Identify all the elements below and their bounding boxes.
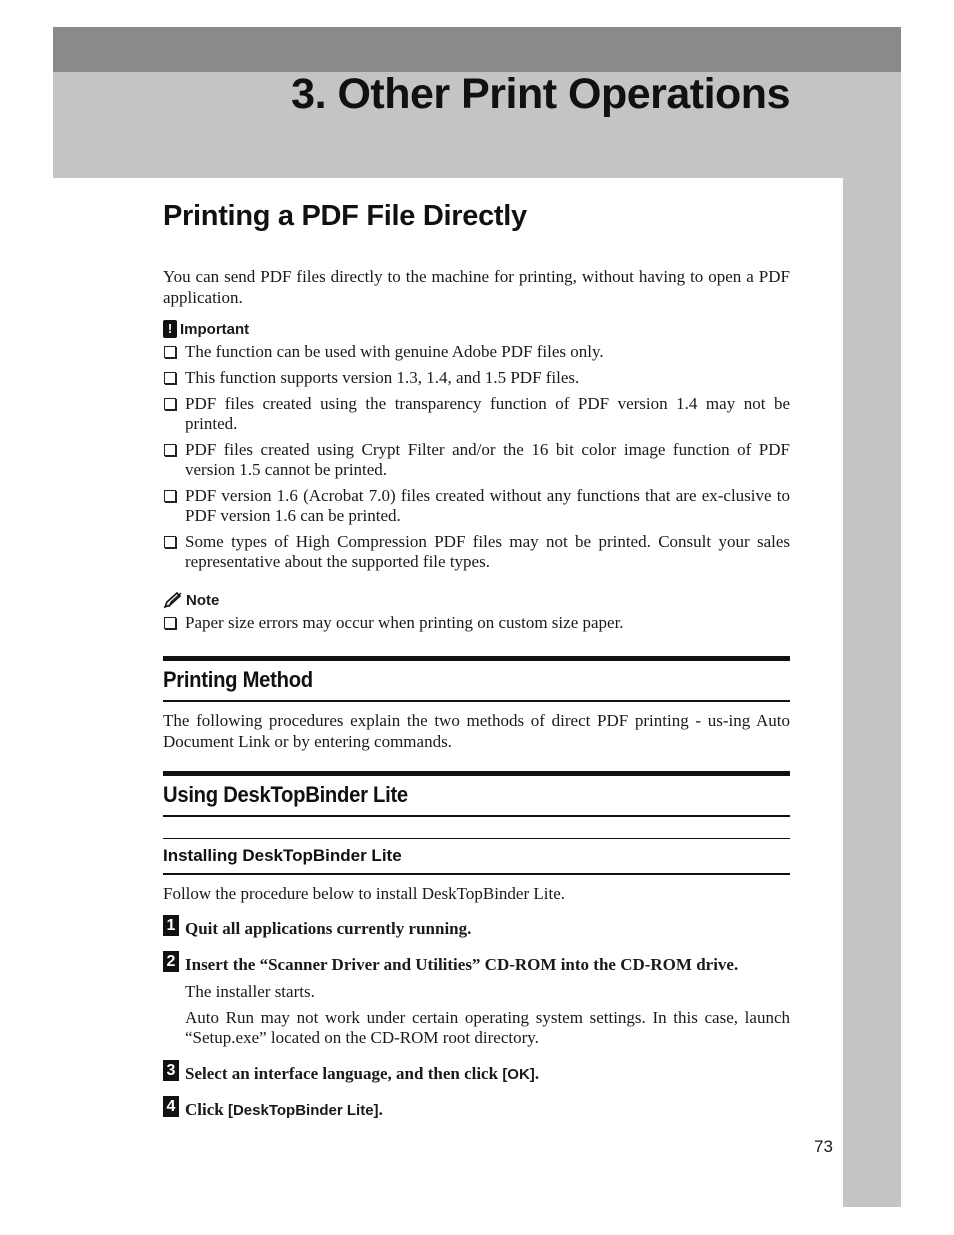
step-number-3: 3: [163, 1060, 179, 1081]
section-intro-wrap: [163, 266, 790, 308]
step-sub-text: The installer starts.: [185, 982, 315, 1001]
pencil-note-icon: [163, 591, 183, 609]
note-label-row: [163, 591, 790, 609]
section-rule-bottom: [163, 700, 790, 702]
subsection-rule-top: [163, 771, 790, 776]
step-number-2: 2: [163, 951, 179, 972]
printing-method-heading-wrap: [163, 667, 790, 693]
step-text: Insert the “Scanner Driver and Utilities” CD-ROM into the CD-ROM drive.: [185, 955, 739, 974]
note-block: [163, 591, 790, 639]
step-text: Select an interface language, and then click [OK].: [185, 1064, 540, 1083]
step-number-1: 1: [163, 915, 179, 936]
printing-method-text-wrap: [163, 710, 790, 752]
page-side-tab: [843, 178, 901, 1207]
important-icon: !: [163, 320, 177, 338]
list-item: PDF version 1.6 (Acrobat 7.0) files created without any functions that are ex-clusive to PDF version 1.6 can be printed.: [163, 486, 790, 526]
important-label: Important: [180, 320, 250, 338]
important-label-row: [163, 320, 790, 338]
desktopbinder-button-reference: [DeskTopBinder Lite]: [227, 1102, 379, 1119]
checkbox-bullet-icon: [164, 398, 176, 410]
checkbox-bullet-icon: [164, 617, 176, 629]
list-item: Some types of High Compression PDF files may not be printed. Consult your sales representative about the supported file types.: [163, 532, 790, 572]
list-item: Paper size errors may occur when printing on custom size paper.: [163, 613, 790, 633]
list-item: PDF files created using the transparency function of PDF version 1.4 may not be printed.: [163, 394, 790, 434]
checkbox-bullet-icon: [164, 490, 176, 502]
installing-heading-wrap: [163, 846, 790, 866]
step-4: [163, 1096, 790, 1121]
important-list: [163, 342, 790, 572]
chapter-title: 3. Other Print Operations: [291, 70, 790, 118]
ok-button-reference: [OK]: [502, 1066, 535, 1083]
step-3: [163, 1060, 790, 1085]
section-title: Printing a PDF File Directly: [163, 200, 527, 232]
installing-intro-wrap: [163, 883, 790, 904]
step-number-4: 4: [163, 1096, 179, 1117]
page-number: 73: [814, 1137, 833, 1156]
list-item: This function supports version 1.3, 1.4, and 1.5 PDF files.: [163, 368, 790, 388]
step-text: Quit all applications currently running.: [185, 919, 472, 938]
section-intro: You can send PDF files directly to the machine for printing, without having to open a PDF application.: [163, 267, 790, 307]
step-1: [163, 915, 790, 939]
step-2: [163, 951, 790, 1048]
checkbox-bullet-icon: [164, 372, 176, 384]
chapter-header-band-dark: [53, 27, 901, 72]
section-rule-top: [163, 656, 790, 661]
minor-rule-bottom: [163, 873, 790, 875]
installing-intro: Follow the procedure below to install DeskTopBinder Lite.: [163, 884, 566, 903]
subsection-rule-bottom: [163, 815, 790, 817]
step-sub-text: Auto Run may not work under certain operating system settings. In this case, launch “Setup.exe” located on the CD-ROM root directory.: [185, 1008, 790, 1047]
important-block: [163, 320, 790, 578]
note-list: [163, 613, 790, 633]
using-dtb-heading-wrap: [163, 782, 790, 808]
checkbox-bullet-icon: [164, 536, 176, 548]
checkbox-bullet-icon: [164, 444, 176, 456]
printing-method-text: The following procedures explain the two methods of direct PDF printing - us-ing Auto Document Link or by entering commands.: [163, 711, 790, 751]
step-text: Click [DeskTopBinder Lite].: [185, 1100, 383, 1119]
using-dtb-heading: Using DeskTopBinder Lite: [163, 782, 408, 807]
minor-rule-top: [163, 838, 790, 839]
list-item: The function can be used with genuine Adobe PDF files only.: [163, 342, 790, 362]
printing-method-heading: Printing Method: [163, 667, 313, 692]
installing-heading: Installing DeskTopBinder Lite: [163, 846, 402, 865]
list-item: PDF files created using Crypt Filter and/or the 16 bit color image function of PDF version 1.5 cannot be printed.: [163, 440, 790, 480]
checkbox-bullet-icon: [164, 346, 176, 358]
note-label: Note: [186, 591, 220, 609]
section-title-wrap: [163, 200, 790, 233]
